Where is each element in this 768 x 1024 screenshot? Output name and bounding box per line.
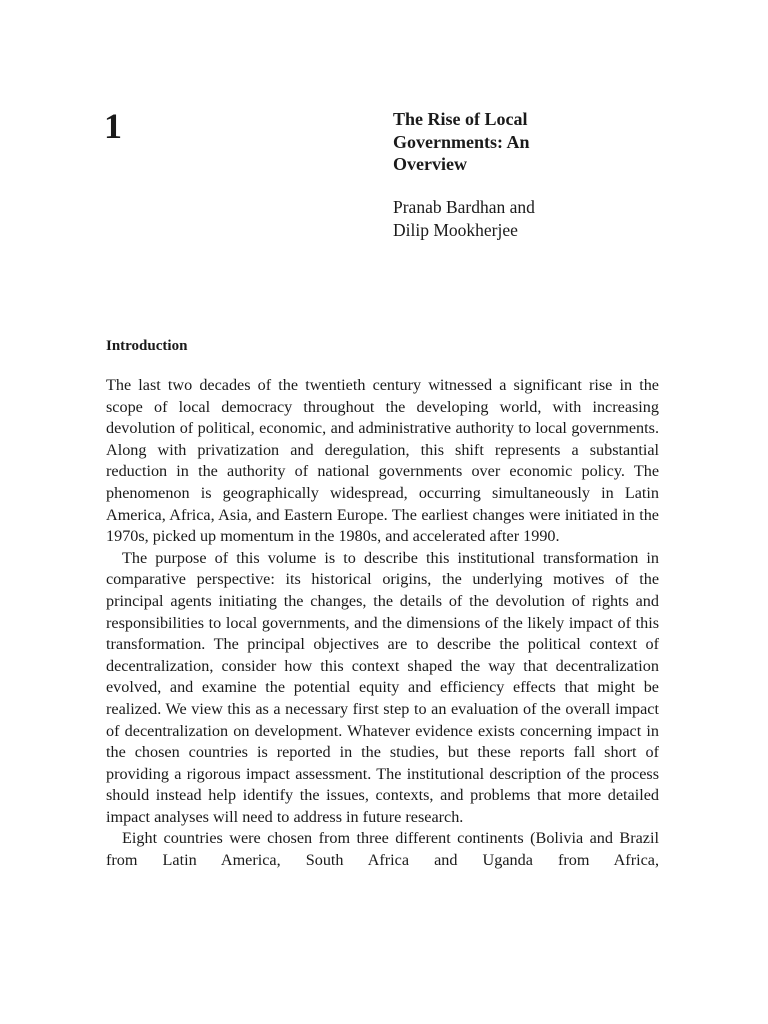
paragraph: The purpose of this volume is to describe this institutional transformation in comparative perspective: its historical origins, the underlying motives of the principal agents initiating the changes, the details of the devolution of rights and responsibilities to local governments, and the dimensions of the likely impact of this transformation. The principal objectives are to describe the political context of decentralization, consider how this context shaped the way that decentralization evolved, and examine the potential equity and efficiency effects that might be realized. We view this as a necessary first step to an evaluation of the overall impact of decentralization on development. Whatever evidence exists concerning impact in the chosen countries is reported in the studies, but these reports fall short of providing a rigorous impact assessment. The institutional description of the process should instead help identify the issues, contexts, and problems that more detailed impact analyses will need to address in future research. [106,548,659,826]
body-text [106,375,659,872]
chapter-number: 1 [104,106,122,146]
section-heading: Introduction [106,338,188,354]
chapter-title-line: Governments: An [393,131,530,152]
chapter-title-line: Overview [393,154,467,174]
chapter-heading-block [393,108,663,242]
chapter-title [393,108,663,176]
paragraph: Eight countries were chosen from three different continents (Bolivia and Brazil from Latin America, South Africa and Uganda from Africa, [106,829,659,870]
author-line: Pranab Bardhan and [393,196,535,217]
chapter-authors [393,196,663,242]
paragraph: The last two decades of the twentieth century witnessed a significant rise in the scope of local democracy throughout the developing world, with increasing devolution of political, economic, and administrative authority to local governments. Along with privatization and deregulation, this shift represents a substantial reduction in the authority of national governments over economic policy. The phenomenon is geographically widespread, occurring simultaneously in Latin America, Africa, Asia, and Eastern Europe. The earliest changes were initiated in the 1970s, picked up momentum in the 1980s, and accelerated after 1990. [106,376,659,546]
chapter-title-line: The Rise of Local [393,109,528,129]
author-line: Dilip Mookherjee [393,219,518,240]
